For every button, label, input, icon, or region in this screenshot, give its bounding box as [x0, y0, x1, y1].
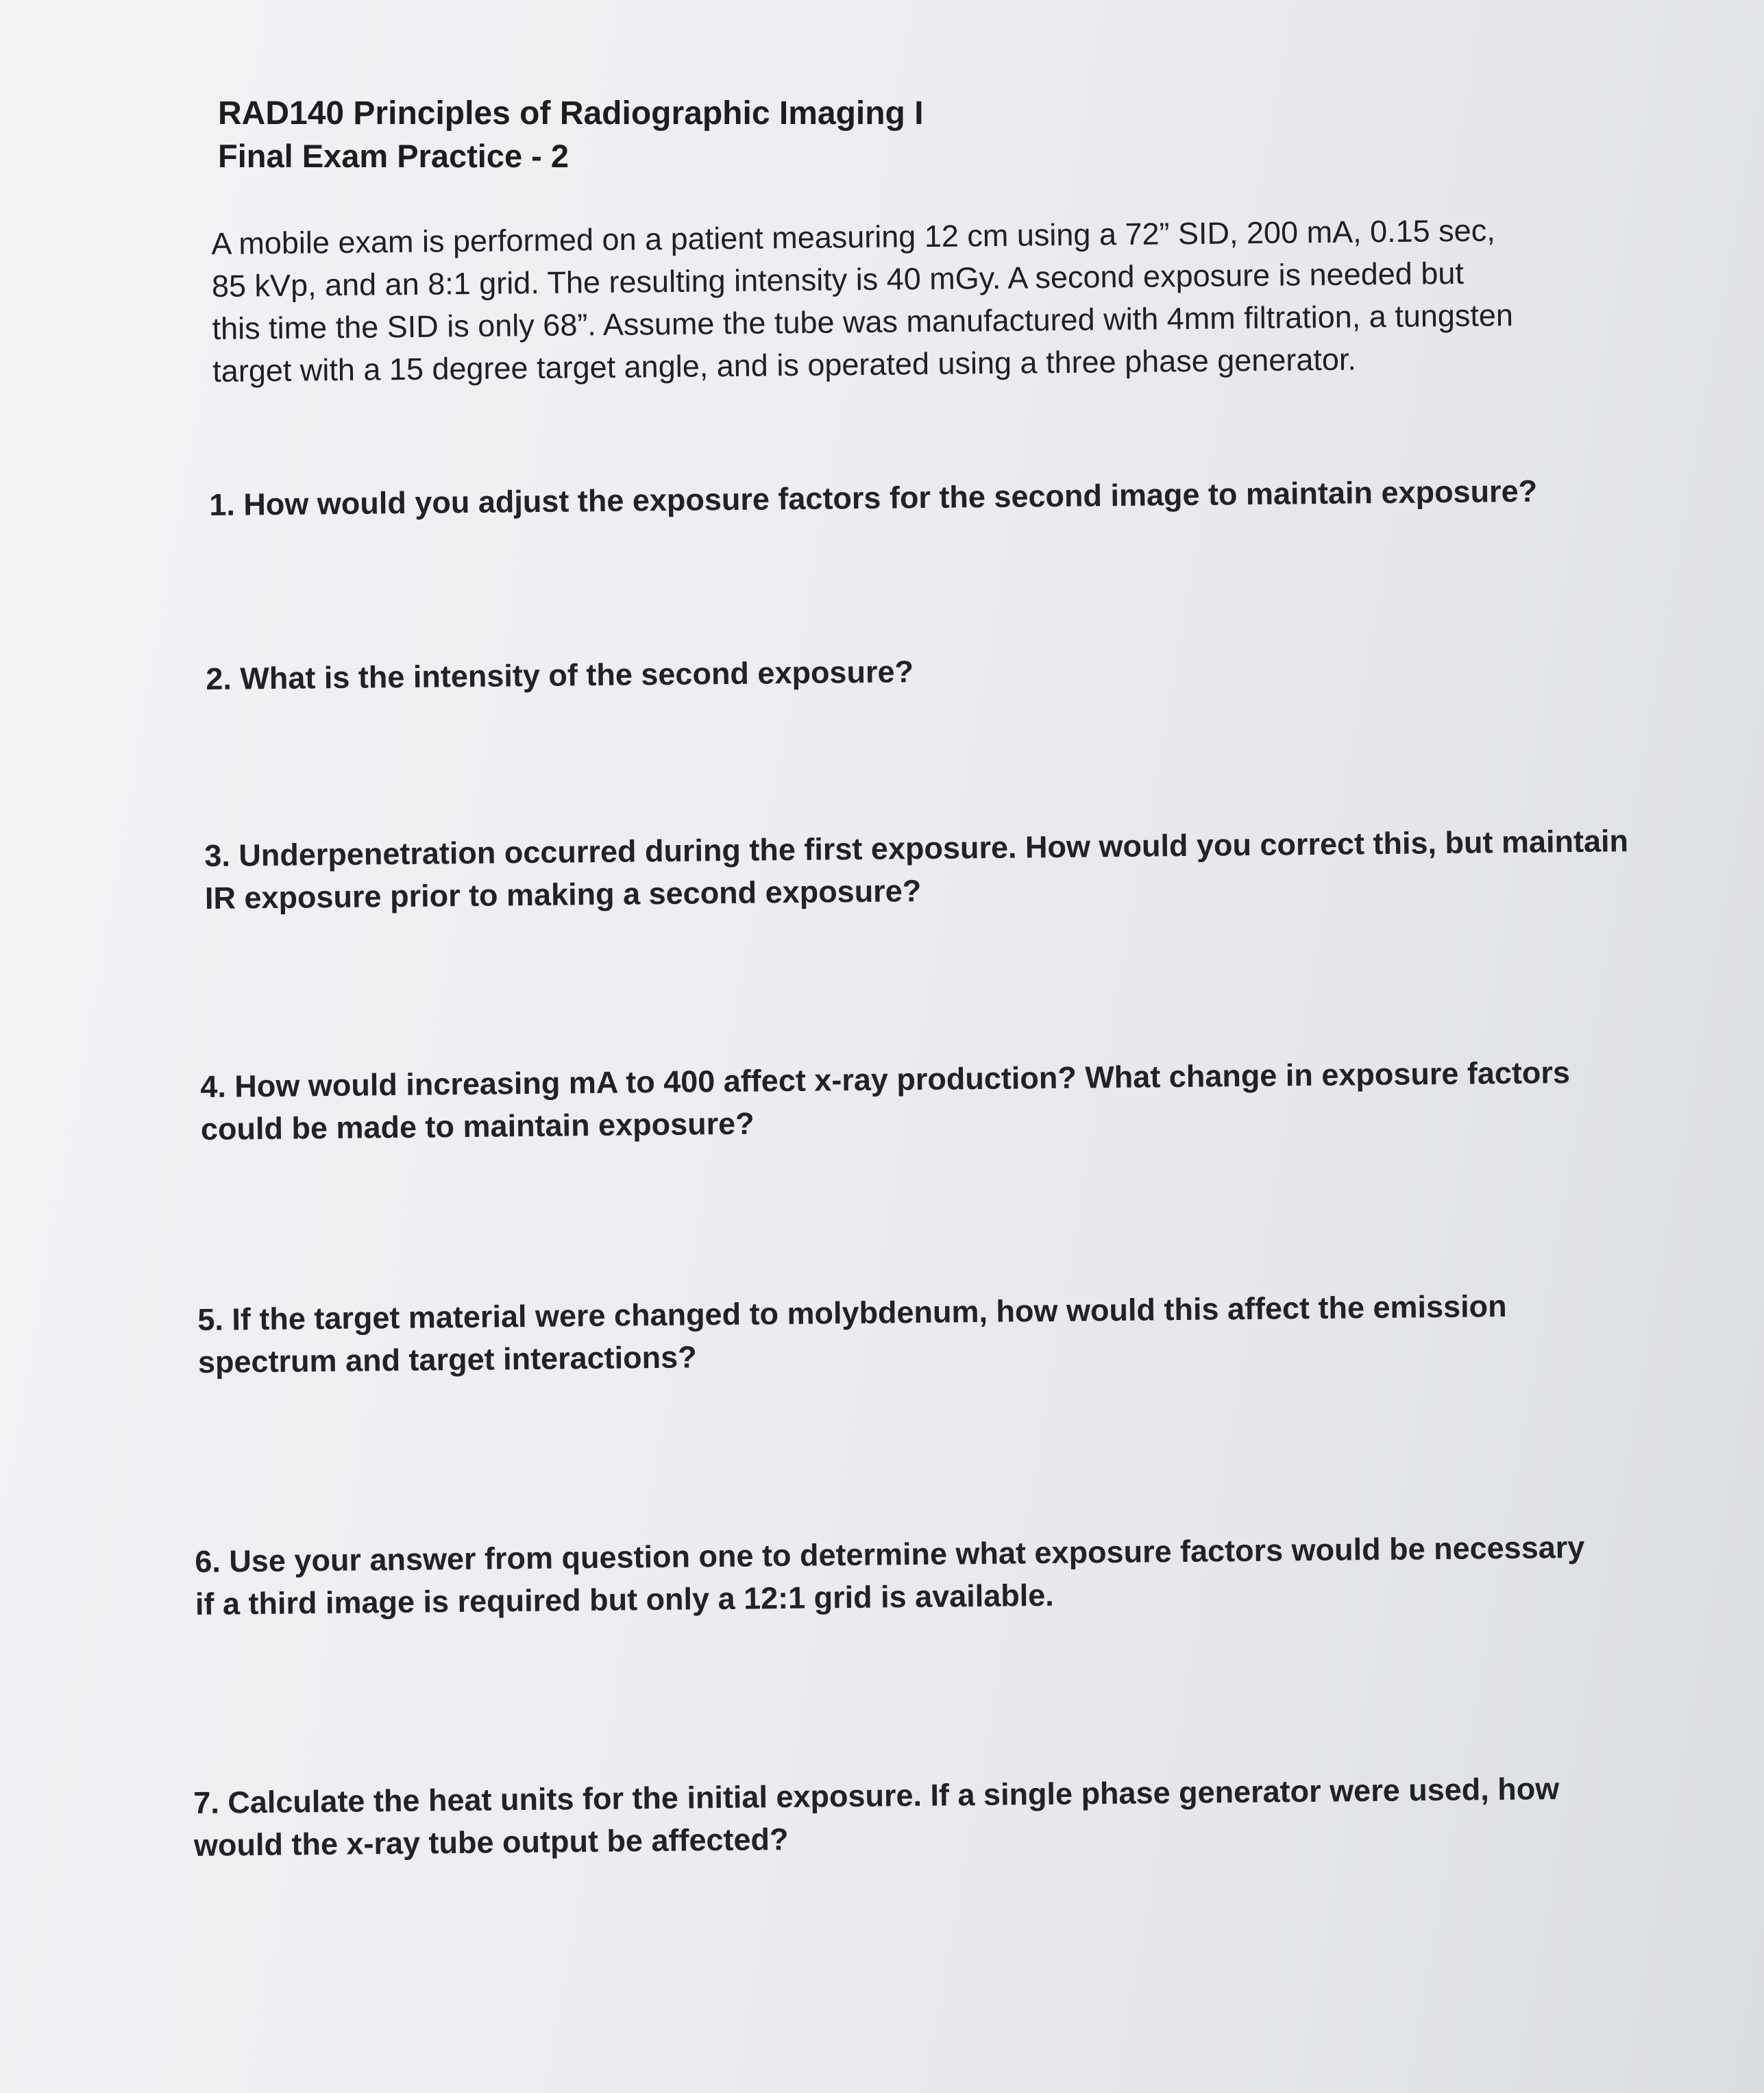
- question-5: [197, 1284, 1665, 1384]
- question-line: 5. If the target material were changed to molybdenum, how would this affect the emission: [197, 1288, 1507, 1337]
- question-3: [204, 820, 1671, 920]
- question-6: [195, 1526, 1662, 1626]
- question-line: if a third image is required but only a 12:1 grid is available.: [195, 1577, 1055, 1621]
- question-line: 4. How would increasing mA to 400 affect x-ray production? What change in exposure factors: [200, 1055, 1571, 1104]
- question-line: could be made to maintain exposure?: [200, 1105, 755, 1147]
- question-line: 7. Calculate the heat units for the initial exposure. If a single phase generator were used, how: [193, 1771, 1560, 1820]
- document-subtitle: Final Exam Practice - 2: [218, 138, 569, 174]
- question-line: spectrum and target interactions?: [197, 1339, 697, 1380]
- scenario-line: this time the SID is only 68”. Assume the tube was manufactured with 4mm filtration, a tungsten: [212, 297, 1514, 346]
- question-line: 2. What is the intensity of the second exposure?: [206, 654, 914, 696]
- document-title: RAD140 Principles of Radiographic Imaging I: [218, 95, 924, 132]
- question-line: IR exposure prior to making a second exposure?: [204, 873, 922, 916]
- question-line: 3. Underpenetration occurred during the first exposure. How would you correct this, but maintain: [204, 823, 1629, 873]
- scenario-line: 85 kVp, and an 8:1 grid. The resulting intensity is 40 mGy. A second exposure is needed but: [211, 255, 1465, 304]
- pencil-annotation: [247, 526, 254, 554]
- question-2: [206, 643, 1673, 700]
- question-4: [200, 1051, 1667, 1151]
- question-7: [193, 1767, 1661, 1867]
- scenario-line: target with a 15 degree target angle, and is operated using a three phase generator.: [212, 341, 1357, 389]
- question-line: 6. Use your answer from question one to determine what exposure factors would be necessary: [195, 1529, 1585, 1579]
- question-1: [209, 469, 1676, 526]
- question-line: would the x-ray tube output be affected?: [193, 1821, 789, 1863]
- scenario-paragraph: [211, 208, 1638, 393]
- document-header: [218, 93, 924, 178]
- scenario-line: A mobile exam is performed on a patient measuring 12 cm using a 72” SID, 200 mA, 0.15 sec,: [211, 212, 1495, 261]
- question-line: 1. How would you adjust the exposure factors for the second image to maintain exposure?: [209, 473, 1538, 522]
